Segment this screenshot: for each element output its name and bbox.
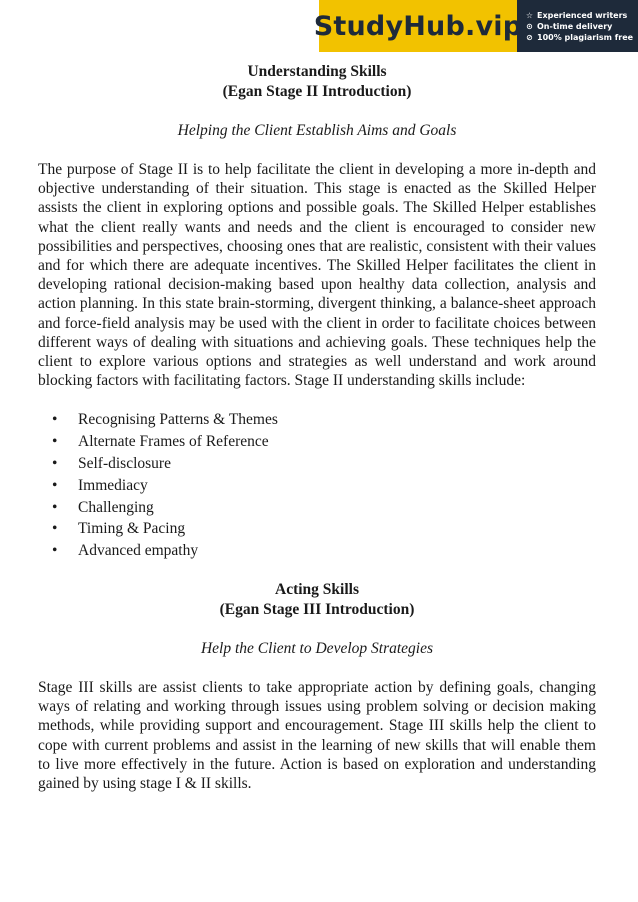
feature-experienced-writers: [525, 11, 638, 20]
bullet-icon: •: [52, 520, 58, 538]
feature-plagiarism-free: [525, 33, 638, 42]
bullet-icon: •: [52, 476, 58, 494]
section-stage-understanding: (Egan Stage II Introduction): [222, 83, 412, 100]
bullet-icon: •: [52, 433, 58, 451]
section-title-understanding: Understanding Skills: [247, 63, 387, 80]
understanding-skills-list: [38, 409, 596, 562]
list-item: • Alternate Frames of Reference: [38, 431, 596, 453]
shield-icon: ⊘: [526, 32, 533, 42]
feature-on-time-delivery: [525, 22, 638, 31]
section-tagline-understanding: Helping the Client Establish Aims and Goals: [177, 122, 457, 139]
studyhub-logo[interactable]: StudyHub.vip: [319, 0, 517, 52]
feature-label: On-time delivery: [537, 21, 613, 31]
document-body: [38, 62, 596, 793]
bullet-icon: •: [52, 455, 58, 473]
acting-paragraph: Stage III skills are assist clients to take appropriate action by defining goals, changing ways of relating and working through issues using problem solving or decision making methods, while providing support and encouragement. Stage III skills help the client to cope with current problems and assist in the learning of new skills that will enable them to live more effectively in the future. Action is based on exploration and understanding gained by using stage I & II skills.: [38, 679, 596, 793]
understanding-paragraph: The purpose of Stage II is to help facilitate the client in developing a more in-depth and objective understanding of their situation. This stage is enacted as the Skilled Helper assists the client in exploring options and possible goals. The Skilled Helper establishes what the client really wants and needs and the client is encouraged to consider new possibilities and perspectives, choosing ones that are realistic, consistent with their values and for which there are adequate incentives. The Skilled Helper facilitates the client in developing rational decision-making based upon healthy data collection, analysis and action planning. In this state brain-storming, divergent thinking, a balance-sheet approach and force-field analysis may be used with the client in order to facilitate choices between different ways of dealing with situations and achieving goals. These techniques help the client to explore various options and strategies as well understand and work around blocking factors with facilitating factors. Stage II understanding skills include:: [38, 161, 596, 390]
studyhub-banner[interactable]: [313, 0, 638, 52]
clock-icon: ⊙: [526, 21, 533, 31]
bullet-icon: •: [52, 411, 58, 429]
bullet-icon: •: [52, 498, 58, 516]
list-item: • Timing & Pacing: [38, 518, 596, 540]
feature-label: 100% plagiarism free: [537, 32, 634, 42]
list-item: • Immediacy: [38, 475, 596, 497]
list-item: • Recognising Patterns & Themes: [38, 409, 596, 431]
bullet-icon: •: [52, 542, 58, 560]
section-stage-acting: (Egan Stage III Introduction): [219, 601, 415, 619]
section-tagline-acting: Help the Client to Develop Strategies: [200, 640, 433, 658]
list-item: • Challenging: [38, 497, 596, 519]
star-icon: ☆: [525, 10, 534, 20]
list-item: • Self-disclosure: [38, 453, 596, 475]
feature-label: Experienced writers: [537, 10, 628, 20]
section-title-acting: Acting Skills: [275, 581, 359, 599]
list-item: • Advanced empathy: [38, 540, 596, 562]
banner-features: [517, 0, 638, 52]
